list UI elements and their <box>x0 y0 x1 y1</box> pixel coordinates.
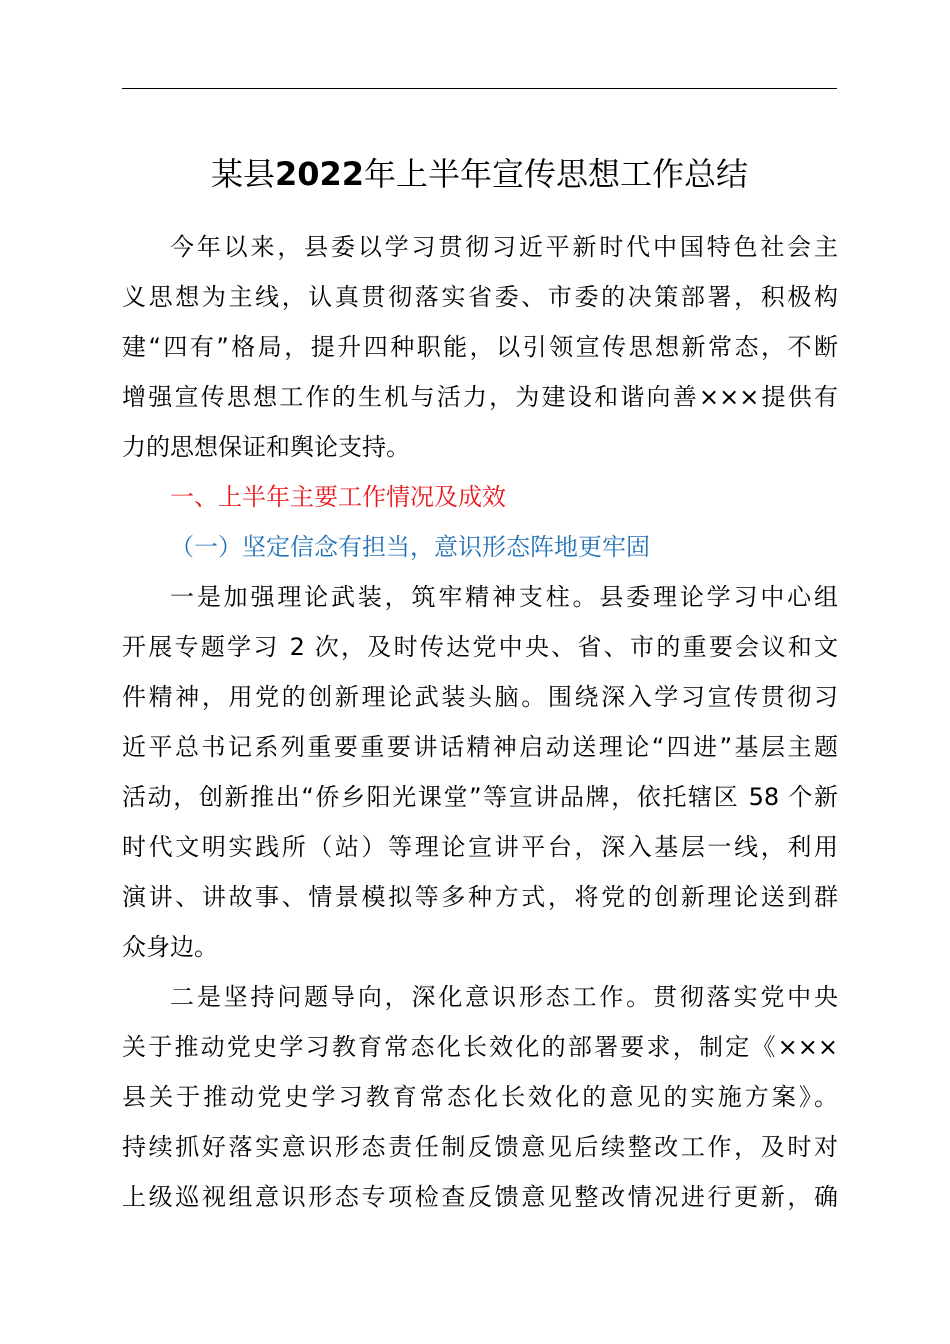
paragraph-line: 关于推动党史学习教育常态化长效化的部署要求，制定《××× <box>122 1033 838 1061</box>
intro-line: 力的思想保证和舆论支持。 <box>122 433 410 461</box>
paragraph-line: 众身边。 <box>122 933 218 961</box>
document-title <box>122 152 837 196</box>
paragraph-line: 一是加强理论武装，筑牢精神支柱。县委理论学习中心组 <box>170 583 838 611</box>
subsection-heading-block <box>122 522 838 572</box>
title-prefix: 某县 <box>210 155 275 193</box>
paragraph-theory <box>122 572 838 972</box>
paragraph-line: 二是坚持问题导向，深化意识形态工作。贯彻落实党中央 <box>170 983 838 1011</box>
intro-line: 义思想为主线，认真贯彻落实省委、市委的决策部署，积极构 <box>122 283 838 311</box>
paragraph-line: 件精神，用党的创新理论武装头脑。围绕深入学习宣传贯彻习 <box>122 683 838 711</box>
header-rule <box>122 88 837 89</box>
paragraph-line: 开展专题学习 2 次，及时传达党中央、省、市的重要会议和文 <box>122 633 838 661</box>
paragraph-line: 演讲、讲故事、情景模拟等多种方式，将党的创新理论送到群 <box>122 883 838 911</box>
intro-line: 建“四有”格局，提升四种职能，以引领宣传思想新常态，不断 <box>122 333 838 361</box>
section-heading: 一、上半年主要工作情况及成效 <box>170 483 506 511</box>
subsection-heading: （一）坚定信念有担当，意识形态阵地更牢固 <box>170 533 650 561</box>
paragraph-ideology <box>122 972 838 1222</box>
intro-line: 增强宣传思想工作的生机与活力，为建设和谐向善×××提供有 <box>122 383 838 411</box>
title-year: 2022 <box>274 155 365 193</box>
section-heading-block <box>122 472 838 522</box>
paragraph-line: 时代文明实践所（站）等理论宣讲平台，深入基层一线，利用 <box>122 833 838 861</box>
paragraph-line: 近平总书记系列重要重要讲话精神启动送理论“四进”基层主题 <box>122 733 838 761</box>
intro-paragraph <box>122 222 838 472</box>
paragraph-line: 县关于推动党史学习教育常态化长效化的意见的实施方案》。 <box>122 1083 838 1111</box>
paragraph-line: 活动，创新推出“侨乡阳光课堂”等宣讲品牌，依托辖区 58 个新 <box>122 783 838 811</box>
intro-line: 今年以来，县委以学习贯彻习近平新时代中国特色社会主 <box>170 233 838 261</box>
paragraph-line: 持续抓好落实意识形态责任制反馈意见后续整改工作，及时对 <box>122 1133 838 1161</box>
title-suffix: 年上半年宣传思想工作总结 <box>364 155 749 193</box>
paragraph-line: 上级巡视组意识形态专项检查反馈意见整改情况进行更新，确 <box>122 1183 838 1211</box>
